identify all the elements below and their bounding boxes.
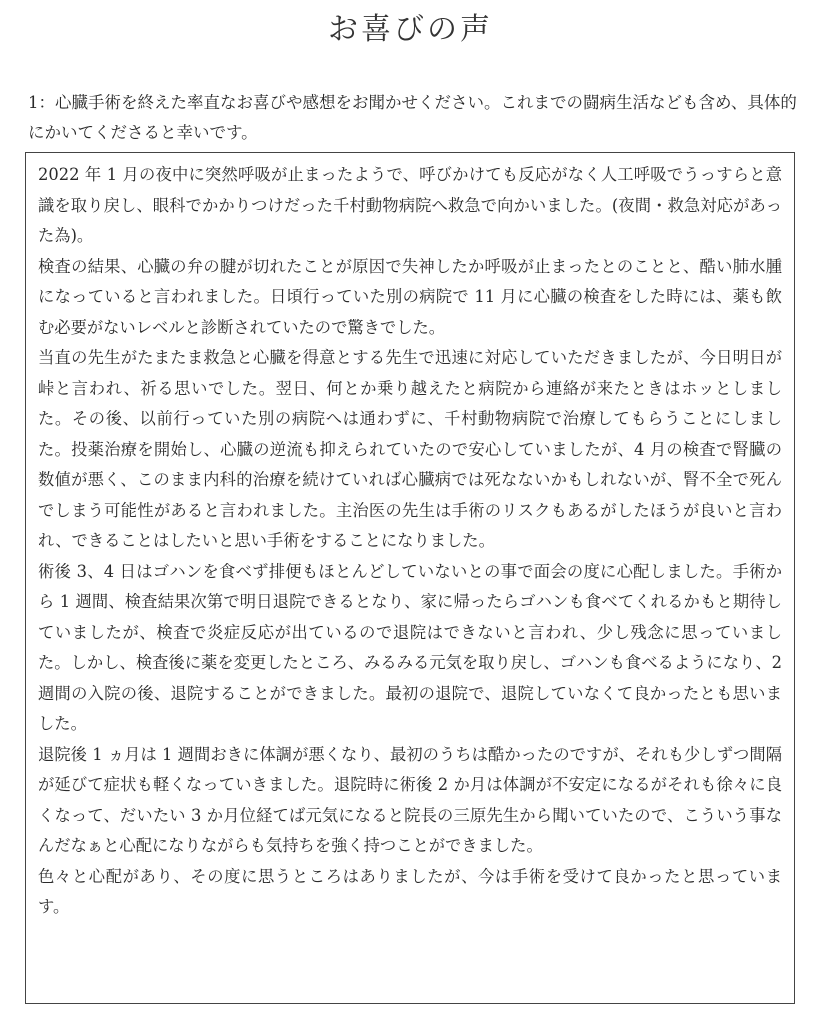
answer-paragraph: 色々と心配があり、その度に思うところはありましたが、今は手術を受けて良かったと思っています。 xyxy=(38,866,782,916)
question-text: 1：心臓手術を終えた率直なお喜びや感想をお聞かせください。これまでの闘病生活なども含め、具体的にかいてくださると幸いです。 xyxy=(28,93,797,142)
answer-paragraph: 2022 年 1 月の夜中に突然呼吸が止まったようで、呼びかけても反応がなく人工呼吸でうっすらと意識を取り戻し、眼科でかかりつけだった千村動物病院へ救急で向かいました。(夜間・救急対応があった為)。 xyxy=(38,165,782,245)
answer-paragraph: 当直の先生がたまたま救急と心臓を得意とする先生で迅速に対応していただきましたが、今日明日が峠と言われ、祈る思いでした。翌日、何とか乗り越えたと病院から連絡が来たときはホッとしました。その後、以前行っていた別の病院へは通わずに、千村動物病院で治療してもらうことにしました。投薬治療を開始し、心臓の逆流も抑えられていたので安心していましたが、4 月の検査で腎臓の数値が悪く、このまま内科的治療を続けていれば心臓病では死なないかもしれないが、腎不全で死んでしまう可能性があると言われました。主治医の先生は手術のリスクもあるがしたほうが良いと言われ、できることはしたいと思い手術をすることになりました。 xyxy=(38,348,782,550)
answer-paragraph: 退院後 1 ヵ月は 1 週間おきに体調が悪くなり、最初のうちは酷かったのですが、それも少しずつ間隔が延びて症状も軽くなっていきました。退院時に術後 2 か月は体調が不安定になるがそれも徐々に良くなって、だいたい 3 か月位経てば元気になると院長の三原先生から聞いていたので、こういう事なんだなぁと心配になりながらも気持ちを強く持つことができました。 xyxy=(38,744,782,855)
answer-box xyxy=(25,152,795,1004)
page-title: お喜びの声 xyxy=(328,12,493,47)
answer-paragraph: 術後 3、4 日はゴハンを食べず排便もほとんどしていないとの事で面会の度に心配しました。手術から 1 週間、検査結果次第で明日退院できるとなり、家に帰ったらゴハンも食べてくれるかもと期待していましたが、検査で炎症反応が出ているので退院はできないと言われ、少し残念に思っていました。しかし、検査後に薬を変更したところ、みるみる元気を取り戻し、ゴハンも食べるようになり、2 週間の入院の後、退院することができました。最初の退院で、退院していなくて良かったとも思いました。 xyxy=(38,561,782,733)
answer-paragraph: 検査の結果、心臓の弁の腱が切れたことが原因で失神したか呼吸が止まったとのことと、酷い肺水腫になっていると言われました。日頃行っていた別の病院で 11 月に心臓の検査をした時には、薬も飲む必要がないレベルと診断されていたので驚きでした。 xyxy=(38,256,782,337)
